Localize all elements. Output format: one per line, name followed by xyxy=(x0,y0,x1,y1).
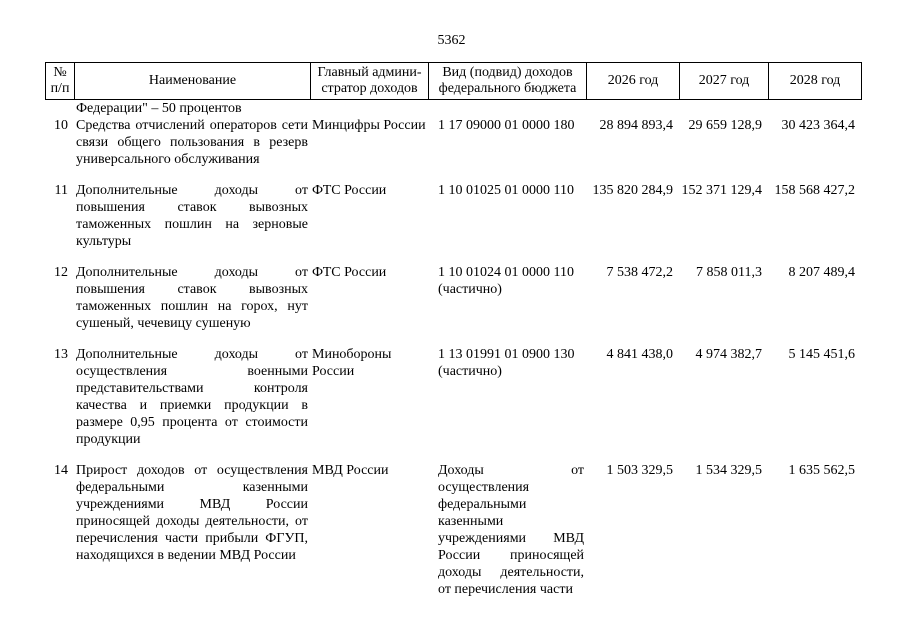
row-code xyxy=(428,462,586,598)
row-admin: ФТС России xyxy=(312,265,387,280)
row-value-2027: 152 371 129,4 xyxy=(681,183,763,198)
row-value-2026: 7 538 472,2 xyxy=(606,265,674,280)
row-name: Дополнительные доходы от повышения ставок вывозных таможенных пошлин на зерновые культуры xyxy=(76,183,308,249)
row-name: Средства отчислений операторов сети связи общего пользования в резерв универсального обслуживания xyxy=(76,118,308,167)
row-code-value: 1 10 01024 01 0000 110 xyxy=(438,265,574,280)
row-name: Прирост доходов от осуществления федеральными казенными учреждениями МВД России приносящей доходы деятельности, от перечисления части прибыли ФГУП, находящихся в ведении МВД России xyxy=(76,463,308,563)
row-value-2026: 1 503 329,5 xyxy=(606,463,674,478)
continuation-row xyxy=(45,100,861,117)
table-header xyxy=(45,62,862,100)
row-code xyxy=(428,264,586,332)
row-value-2026: 28 894 893,4 xyxy=(599,118,674,133)
row-admin: ФТС России xyxy=(312,183,387,198)
continuation-text: Федерации" – 50 процентов xyxy=(76,101,242,116)
row-name: Дополнительные доходы от повышения ставок вывозных таможенных пошлин на горох, нут сушеный, чечевицу сушеную xyxy=(76,265,308,331)
row-value-2028: 8 207 489,4 xyxy=(788,265,856,280)
row-value-2028: 1 635 562,5 xyxy=(788,463,856,478)
row-num: 12 xyxy=(54,265,68,280)
row-value-2027: 29 659 128,9 xyxy=(688,118,763,133)
header-name: Наименование xyxy=(75,63,311,100)
row-admin: Минцифры России xyxy=(312,118,426,133)
row-value-2028: 30 423 364,4 xyxy=(781,118,856,133)
row-value-2027: 4 974 382,7 xyxy=(695,347,763,362)
table-row xyxy=(45,117,861,168)
header-admin: Главный админи-стратор доходов xyxy=(311,63,429,100)
page-number: 5362 xyxy=(437,33,466,48)
row-num: 10 xyxy=(54,118,68,133)
row-code-value: 1 10 01025 01 0000 110 xyxy=(438,183,574,198)
row-code xyxy=(428,346,586,448)
row-value-2026: 4 841 438,0 xyxy=(606,347,674,362)
table-row xyxy=(45,264,861,332)
row-value-2027: 1 534 329,5 xyxy=(695,463,763,478)
header-2028: 2028 год xyxy=(769,63,862,100)
table-row xyxy=(45,462,861,598)
row-code-value: 1 13 01991 01 0900 130 xyxy=(438,347,575,362)
header-2027: 2027 год xyxy=(680,63,769,100)
row-value-2027: 7 858 011,3 xyxy=(696,265,763,280)
row-name: Дополнительные доходы от осуществления военными представительствами контроля качества и приемки продукции в размере 0,95 процента от стоимости продукции xyxy=(76,347,308,447)
row-num: 11 xyxy=(54,183,68,198)
row-code-value: Доходы от осуществления федеральными казенными учреждениями МВД России приносящей доходы деятельности, от перечисления части xyxy=(438,463,585,597)
row-admin: Минобороны России xyxy=(312,347,392,379)
row-code-note: (частично) xyxy=(438,282,502,297)
row-admin: МВД России xyxy=(312,463,389,478)
row-code xyxy=(428,182,586,250)
header-type: Вид (подвид) доходов федерального бюджета xyxy=(429,63,587,100)
row-value-2028: 158 568 427,2 xyxy=(774,183,856,198)
revenue-table xyxy=(45,100,861,598)
row-code xyxy=(428,117,586,168)
row-value-2028: 5 145 451,6 xyxy=(788,347,856,362)
row-code-value: 1 17 09000 01 0000 180 xyxy=(438,118,575,133)
row-code-note: (частично) xyxy=(438,364,502,379)
table-row xyxy=(45,346,861,448)
row-value-2026: 135 820 284,9 xyxy=(592,183,674,198)
header-2026: 2026 год xyxy=(587,63,680,100)
row-num: 13 xyxy=(54,347,68,362)
row-num: 14 xyxy=(54,463,68,478)
table-row xyxy=(45,182,861,250)
header-num: № п/п xyxy=(46,63,75,100)
